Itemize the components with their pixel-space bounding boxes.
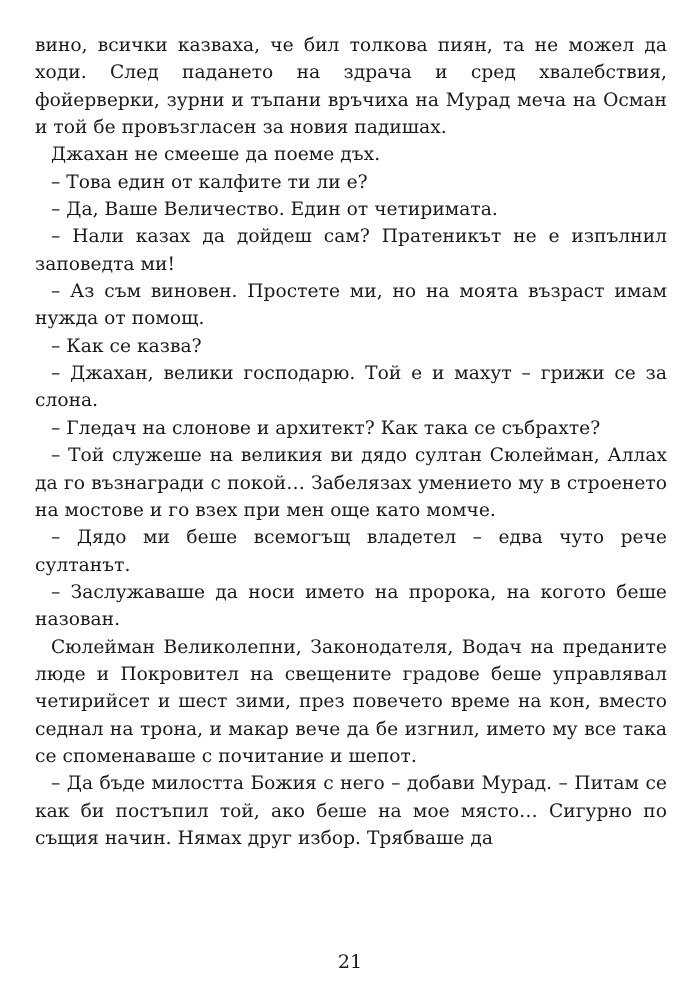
paragraph: – Заслужаваше да носи името на пророка, на когото беше назован. — [35, 581, 667, 631]
paragraph: Сюлейман Великолепни, Законодателя, Водач на преданите люде и Покровител на свещените градове беше управлявал четирийсет и шест зими, през повечето време на кон, вместо седнал на трона, и макар вече да бе изгнил, името му все така се споменаваше с почитание и шепот. — [35, 636, 667, 767]
paragraph: – Гледач на слонове и архитект? Как така се събрахте? — [51, 417, 601, 439]
paragraph: вино, всички казваха, че бил толкова пиян, та не можел да ходи. След падането на здрача и сред хвалебствия, фойерверки, зурни и тъпани връчиха на Мурад меча на Осман и той бе провъзгласен за новия падишах. — [35, 35, 667, 139]
paragraph: – Аз съм виновен. Простете ми, но на моята възраст имам нужда от помощ. — [35, 281, 667, 330]
paragraph: Джахан не смееше да поеме дъх. — [51, 144, 381, 166]
body-text — [35, 32, 667, 852]
paragraph: – Това един от калфите ти ли е? — [51, 171, 368, 193]
page-number: 21 — [337, 951, 363, 973]
paragraph: – Дядо ми беше всемогъщ владетел – едва чуто рече султанът. — [35, 527, 667, 576]
paragraph: – Той служеше на великия ви дядо султан Сюлейман, Аллах да го възнагради с покой… Забелязах умението му в строенето на мостове и го взех при мен още като момче. — [35, 445, 667, 521]
paragraph: – Джахан, велики господарю. Той е и махут – грижи се за слона. — [35, 363, 667, 412]
paragraph: – Да, Ваше Величество. Един от четиримата. — [51, 199, 498, 221]
paragraph: – Нали казах да дойдеш сам? Пратеникът не е изпълнил заповедта ми! — [35, 226, 667, 275]
paragraph: – Да бъде милостта Божия с него – добави Мурад. – Питам се как би постъпил той, ако беше на мое място… Сигурно по същия начин. Нямах друг избор. Трябваше да — [35, 773, 667, 849]
paragraph: – Как се казва? — [51, 335, 202, 357]
